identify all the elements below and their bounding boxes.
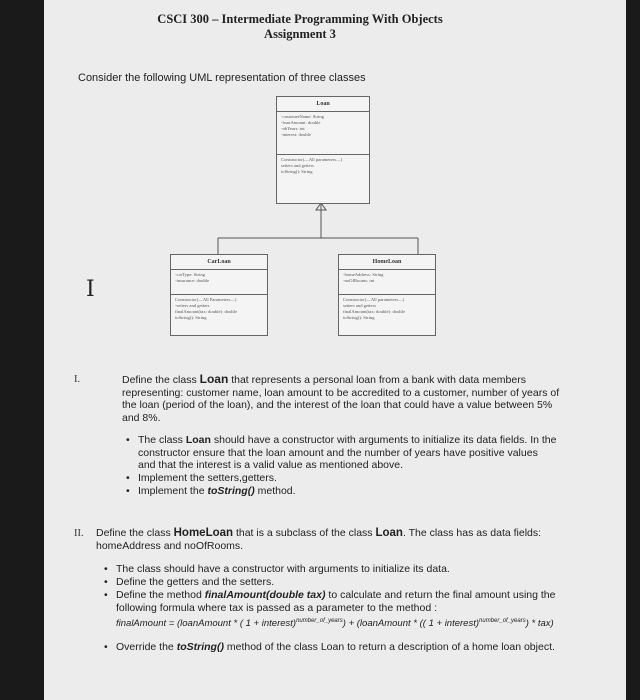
q2-b3-pre: Define the method [116, 589, 205, 601]
uml-method: toString(): String [281, 169, 313, 174]
text-cursor-icon: I [86, 277, 95, 302]
question-2-number: II. [74, 528, 84, 539]
q2-text-post: . The class has as data fields: homeAddress and noOfRooms. [96, 527, 542, 552]
question-2-text [96, 527, 548, 552]
q2-bullet-constructor: • The class should have a constructor with arguments to initialize its data. [116, 563, 556, 576]
q1-b1-pre: The class [138, 434, 186, 446]
question-1-number: I. [74, 374, 81, 385]
uml-method: finalAmount(tax: double): double [343, 309, 406, 314]
q2-b4-post: method of the class Loan to return a description of a home loan object. [223, 641, 555, 653]
uml-class-homeloan [338, 254, 436, 336]
uml-method: Constructor(—All parameters—) [343, 297, 405, 302]
uml-field: -carType: String [175, 272, 205, 277]
q2-bullet-tostring [116, 641, 556, 654]
intro-text: Consider the following UML representation of three classes [78, 72, 366, 84]
q1-b3-pre: Implement the [138, 485, 208, 497]
q2-b3-post: to calculate and return the final amount using the following formula where tax is passed as a parameter to the method : [116, 589, 556, 614]
q1-bullet-setters: • Implement the setters,getters. [138, 472, 558, 485]
uml-field: -insurance: double [175, 278, 210, 283]
uml-method: setters and getters [281, 163, 314, 168]
q1-bullet-constructor [138, 434, 558, 472]
q1-b3-method: toString() [207, 485, 255, 497]
q1-text-post: that represents a personal loan from a bank with data members representing: customer name, loan amount to be accredited to a customer, number of years of the loan (period of the loan), and the interest of the loan that could have a value between 5% and 8%. [122, 374, 560, 424]
q2-class-name: HomeLoan [173, 527, 234, 539]
uml-loan-name: Loan [277, 97, 369, 112]
uml-homeloan-name: HomeLoan [339, 255, 435, 270]
final-amount-formula [116, 615, 556, 631]
uml-field: -interest: double [281, 132, 311, 137]
uml-method: setters and getters [343, 303, 376, 308]
uml-method: toString(): String [175, 315, 207, 320]
uml-field: -noOfRooms: int [343, 278, 375, 283]
uml-field: -homeAddress: String [343, 272, 384, 277]
q1-text-pre: Define the class [122, 374, 200, 386]
uml-homeloan-fields [339, 270, 435, 295]
q1-bullet-tostring [138, 485, 558, 498]
uml-method: Constructor(—All Parameters—) [175, 297, 237, 302]
formula-part-a: finalAmount = (loanAmount * ( 1 + interest) [116, 618, 297, 630]
q2-text-mid: that is a subclass of the class [233, 527, 376, 539]
title-assignment: Assignment 3 [264, 27, 336, 41]
uml-carloan-name: CarLoan [171, 255, 267, 270]
q2-superclass-name: Loan [375, 527, 403, 539]
uml-field: -nbYears: int [281, 126, 305, 131]
formula-part-b: ) + (loanAmount * (( 1 + interest) [342, 618, 480, 630]
q2-bullet-finalamount [116, 589, 556, 631]
q1-b1-class: Loan [185, 434, 211, 446]
uml-class-loan [276, 96, 370, 204]
uml-method: -setters and getters [175, 303, 210, 308]
q1-b3-post: method. [254, 485, 296, 497]
q2-b4-method: toString() [176, 641, 224, 653]
uml-loan-fields [277, 112, 369, 155]
question-1-text [122, 373, 560, 424]
uml-carloan-methods [171, 295, 267, 323]
uml-loan-methods [277, 155, 369, 189]
uml-method: Constructor(—All parameters—) [281, 157, 343, 162]
uml-method: toString(): String [343, 315, 375, 320]
uml-method: finalAmount(tax: double): double [175, 309, 238, 314]
q1-class-name: Loan [199, 372, 229, 386]
uml-homeloan-methods [339, 295, 435, 323]
uml-carloan-fields [171, 270, 267, 295]
uml-class-carloan [170, 254, 268, 336]
formula-part-c: ) * tax) [525, 618, 554, 630]
q2-text-pre: Define the class [96, 527, 174, 539]
q2-b4-pre: Override the [116, 641, 177, 653]
formula-exponent-1: number_of_years [296, 618, 343, 624]
title-course: CSCI 300 – Intermediate Programming With Objects [157, 12, 443, 26]
q2-bullet-getters: • Define the getters and the setters. [116, 576, 556, 589]
q2-b3-method: finalAmount(double tax) [204, 589, 326, 601]
q1-b1-post: should have a constructor with arguments to initialize its data fields. In the constructor ensure that the loan amount and the number of years have positive values and that the interest is a valid value as mentioned above. [138, 434, 557, 471]
uml-field: -customerName: String [281, 114, 324, 119]
uml-field: -loanAmount: double [281, 120, 321, 125]
formula-exponent-2: number_of_years [479, 618, 526, 624]
